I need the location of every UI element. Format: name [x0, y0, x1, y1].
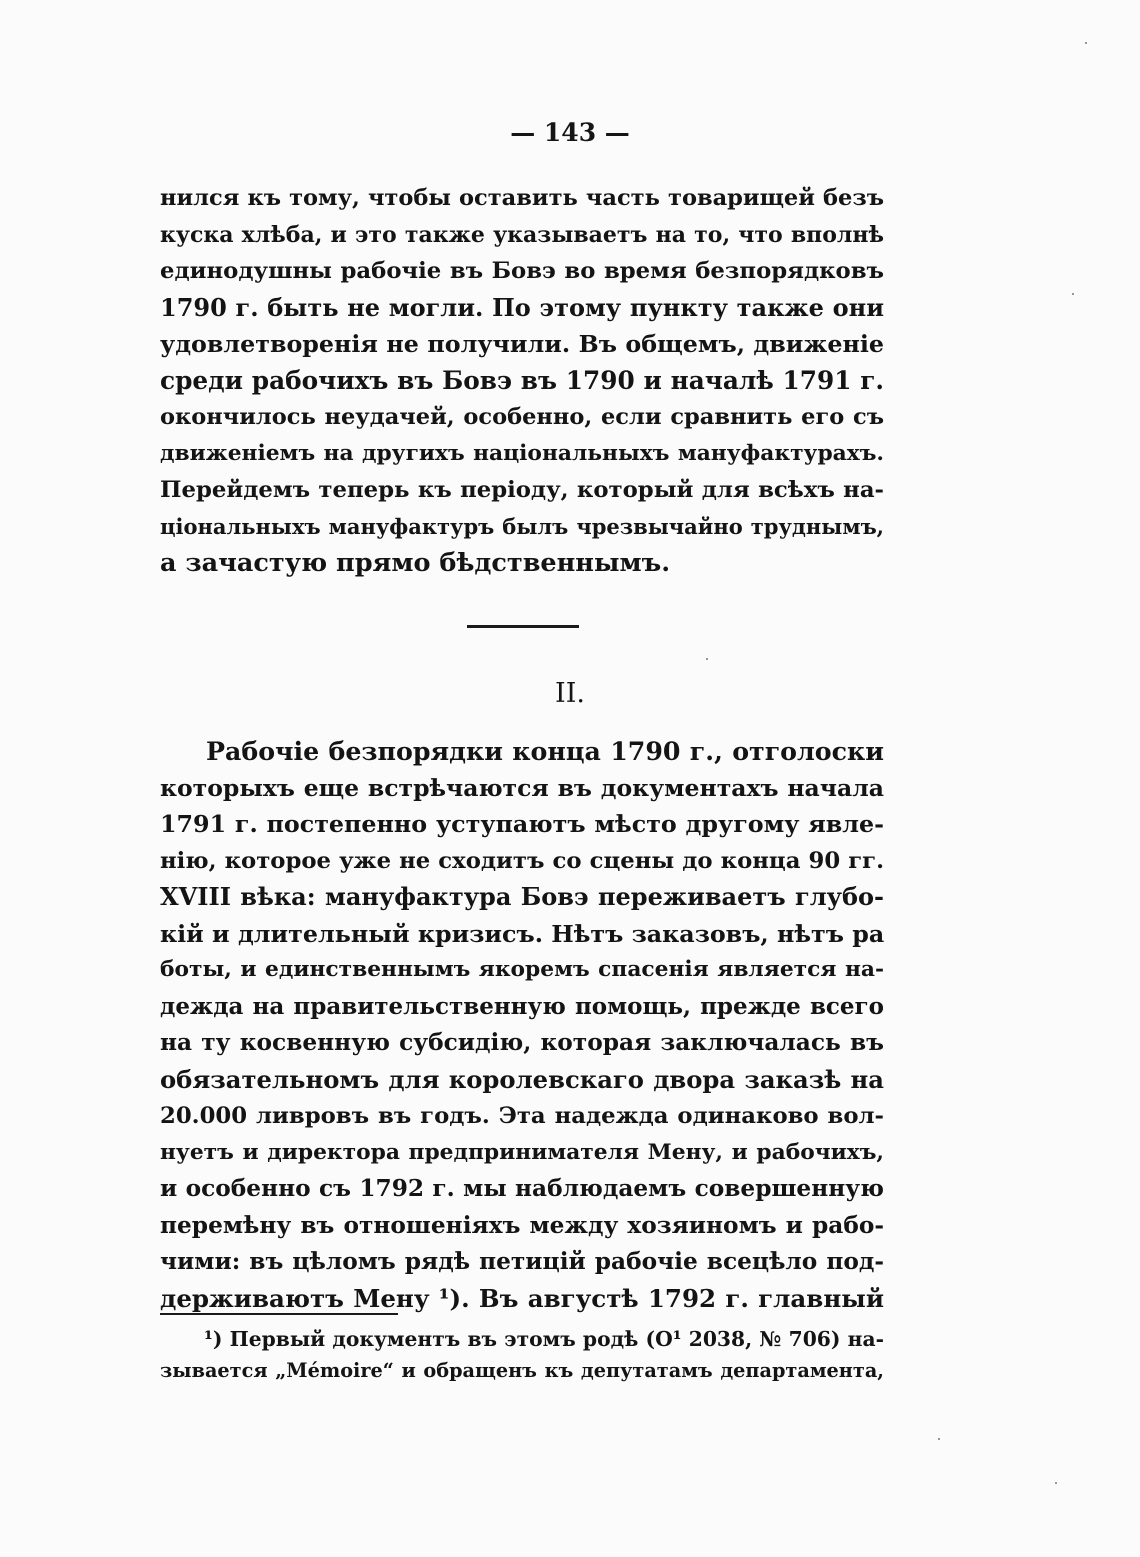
text-line: 1790 г. быть не могли. По этому пункту также они: [160, 292, 884, 322]
text-line: чими: въ цѣломъ рядѣ петицій рабочіе всецѣло под-: [160, 1248, 884, 1275]
text-line: на ту косвенную субсидію, которая заключалась въ: [160, 1029, 884, 1056]
text-line: Перейдемъ теперь къ періоду, который для всѣхъ на-: [160, 477, 884, 503]
text-line: движеніемъ на другихъ національныхъ мануфактурахъ.: [160, 440, 884, 466]
text-line: среди рабочихъ въ Бовэ въ 1790 и началѣ 1791 г.: [160, 365, 884, 395]
text-line: окончилось неудачей, особенно, если сравнить его съ: [160, 404, 884, 430]
scan-speck: [1085, 42, 1087, 44]
paragraph-section-2: [160, 733, 884, 1317]
text-line: куска хлѣба, и это также указываетъ на то, что вполнѣ: [160, 221, 884, 248]
text-line: которыхъ еще встрѣчаются въ документахъ начала: [160, 773, 884, 802]
text-line: 1791 г. постепенно уступаютъ мѣсто другому явле-: [160, 810, 884, 838]
text-line: держиваютъ Мену ¹). Въ августѣ 1792 г. главный: [160, 1283, 884, 1313]
scan-speck: [1055, 1482, 1057, 1484]
text-line: ціональныхъ мануфактуръ былъ чрезвычайно труднымъ,: [160, 513, 884, 539]
page-number-header: — 143 —: [510, 118, 630, 147]
section-divider-rule: [467, 625, 579, 628]
footnote: [160, 1323, 884, 1387]
text-line: единодушны рабочіе въ Бовэ во время безпорядковъ: [160, 258, 884, 284]
scan-speck: [938, 1438, 940, 1440]
text-line: нуетъ и директора предпринимателя Мену, и рабочихъ,: [160, 1139, 884, 1165]
text-line: нился къ тому, чтобы оставить часть товарищей безъ: [160, 185, 884, 211]
text-line: перемѣну въ отношеніяхъ между хозяиномъ и рабо-: [160, 1211, 884, 1239]
scan-speck: [706, 658, 708, 660]
text-line: нію, которое уже не сходитъ со сцены до конца 90 гг.: [160, 847, 884, 874]
footnote-line: ¹) Первый документъ въ этомъ родѣ (O¹ 2038, № 706) на-: [204, 1327, 884, 1351]
footnote-rule: [160, 1313, 398, 1315]
text-line: кій и длительный кризисъ. Нѣтъ заказовъ, нѣтъ ра: [160, 919, 885, 948]
text-line: обязательномъ для королевскаго двора заказѣ на: [160, 1064, 884, 1094]
text-line: а зачастую прямо бѣдственнымъ.: [160, 548, 671, 578]
paragraph-continued: [160, 180, 884, 582]
text-line: и особенно съ 1792 г. мы наблюдаемъ совершенную: [160, 1175, 884, 1202]
text-line: удовлетворенія не получили. Въ общемъ, движеніе: [160, 330, 884, 358]
footnote-line: зывается „Mémoire“ и обращенъ къ депутатамъ департамента,: [160, 1359, 884, 1382]
text-line: Рабочіе безпорядки конца 1790 г., отголоски: [206, 736, 884, 766]
text-line: XVIII вѣка: мануфактура Бовэ переживаетъ глубо-: [160, 882, 884, 911]
section-heading: II.: [555, 678, 585, 709]
scan-speck: [1072, 293, 1074, 295]
text-line: боты, и единственнымъ якоремъ спасенія является на-: [160, 957, 884, 982]
text-line: 20.000 ливровъ въ годъ. Эта надежда одинаково вол-: [160, 1103, 884, 1129]
text-line: дежда на правительственную помощь, прежде всего: [160, 992, 884, 1020]
